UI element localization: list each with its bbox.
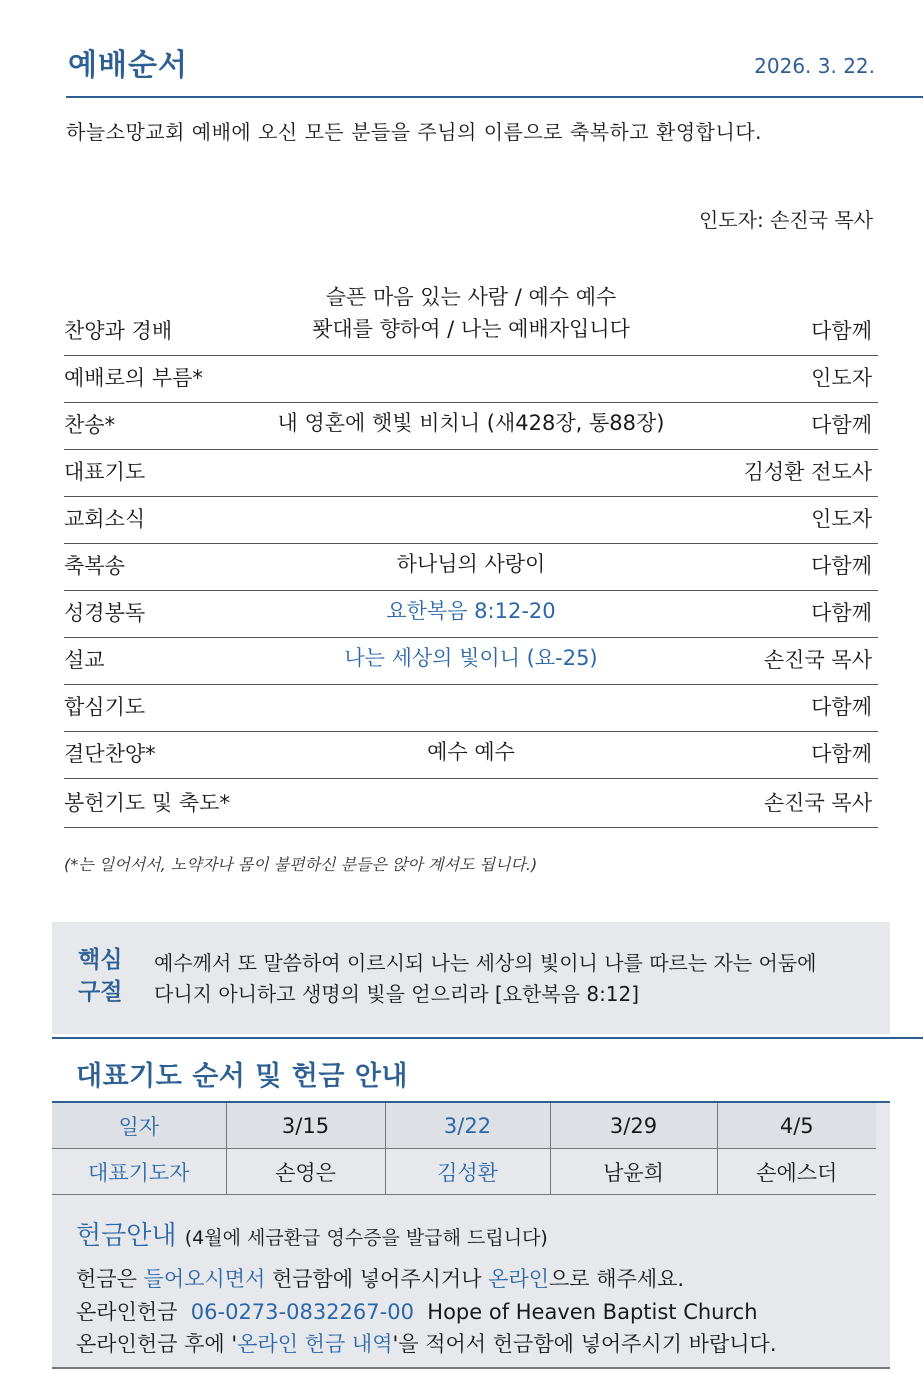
order-by: 다함께 xyxy=(811,413,872,437)
order-by: 다함께 xyxy=(811,695,872,719)
order-detail: 내 영혼에 햇빛 비치니 (새428장, 통88장) xyxy=(277,411,665,435)
order-item: 설교 xyxy=(64,648,105,672)
order-row xyxy=(64,280,878,356)
table-cell-current: 김성환 xyxy=(385,1149,550,1195)
order-item: 합심기도 xyxy=(64,695,146,719)
page-title: 예배순서 xyxy=(68,48,188,83)
key-verse-line: 예수께서 또 말씀하여 이르시되 나는 세상의 빛이니 나를 따르는 자는 어둠에 xyxy=(154,951,817,975)
offering-line xyxy=(76,1263,684,1293)
offering-subtitle: (4월에 세금환급 영수증을 발급해 드립니다) xyxy=(184,1227,548,1249)
order-row xyxy=(64,450,878,497)
order-item: 성경봉독 xyxy=(64,601,146,625)
offering-line xyxy=(76,1328,777,1358)
key-verse-box xyxy=(52,922,890,1034)
scripture-reading-link[interactable]: 요한복음 8:12-20 xyxy=(386,599,556,623)
order-detail: 하나님의 사랑이 xyxy=(396,552,546,576)
order-by: 다함께 xyxy=(811,554,872,578)
order-row xyxy=(64,779,878,828)
order-detail xyxy=(182,281,760,345)
table-row xyxy=(52,1103,876,1149)
table-cell: 3/29 xyxy=(550,1103,717,1149)
offering-text: 헌금함에 넣어주시거나 xyxy=(265,1267,489,1291)
order-by: 인도자 xyxy=(811,366,872,390)
table-cell-current: 3/22 xyxy=(385,1103,550,1149)
table-cell: 손에스더 xyxy=(717,1149,876,1195)
order-row xyxy=(64,497,878,544)
table-cell: 남윤희 xyxy=(550,1149,717,1195)
order-by: 손진국 목사 xyxy=(763,648,872,672)
order-row xyxy=(64,544,878,591)
order-row xyxy=(64,685,878,732)
table-header-cell: 일자 xyxy=(52,1103,226,1149)
welcome-message: 하늘소망교회 예배에 오신 모든 분들을 주님의 이름으로 축복하고 환영합니다. xyxy=(66,120,762,144)
section-divider xyxy=(52,1037,923,1039)
order-detail: 예수 예수 xyxy=(427,740,515,764)
worship-order-list xyxy=(64,280,878,828)
order-row xyxy=(64,403,878,450)
header-divider xyxy=(66,96,923,98)
order-by: 다함께 xyxy=(811,742,872,766)
order-by: 손진국 목사 xyxy=(763,791,872,815)
prayer-schedule-table xyxy=(52,1103,876,1195)
standing-note: (*는 일어서서, 노약자나 몸이 불편하신 분들은 앉아 계셔도 됩니다.) xyxy=(64,855,538,874)
schedule-offering-panel xyxy=(52,1101,890,1369)
table-row xyxy=(52,1149,876,1195)
key-verse-label xyxy=(78,944,128,1008)
order-by: 다함께 xyxy=(811,319,872,343)
offering-title-text: 헌금안내 xyxy=(76,1221,177,1251)
order-row xyxy=(64,356,878,403)
order-item: 찬양과 경배 xyxy=(64,319,173,343)
order-by: 인도자 xyxy=(811,507,872,531)
key-verse-line: 다니지 아니하고 생명의 빛을 얻으리라 [요한복음 8:12] xyxy=(154,982,640,1006)
key-verse-text xyxy=(154,948,884,1010)
order-item: 찬송* xyxy=(64,413,116,437)
order-item: 예배로의 부름* xyxy=(64,366,203,390)
sermon-title-link[interactable]: 나는 세상의 빛이니 (요-25) xyxy=(344,646,598,670)
order-by: 김성환 전도사 xyxy=(743,460,872,484)
offering-text: 헌금은 xyxy=(76,1267,144,1291)
order-item: 대표기도 xyxy=(64,460,146,484)
offering-text: 으로 해주세요. xyxy=(549,1267,685,1291)
table-header-cell: 대표기도자 xyxy=(52,1149,226,1195)
offering-text: 온라인헌금 후에 ' xyxy=(76,1332,238,1356)
offering-highlight: 온라인 헌금 내역 xyxy=(237,1332,393,1356)
schedule-section-title: 대표기도 순서 및 헌금 안내 xyxy=(76,1061,409,1092)
account-holder: Hope of Heaven Baptist Church xyxy=(413,1300,758,1324)
key-verse-label-line: 구절 xyxy=(78,979,123,1005)
bank-account-number[interactable]: 06-0273-0832267-00 xyxy=(190,1300,414,1324)
order-detail-line: 슬픈 마음 있는 사람 / 예수 예수 xyxy=(325,285,617,309)
order-row xyxy=(64,638,878,685)
offering-text: 온라인헌금 xyxy=(76,1300,191,1324)
order-item: 교회소식 xyxy=(64,507,146,531)
online-offering-link[interactable]: 온라인 xyxy=(488,1267,550,1291)
offering-highlight: 들어오시면서 xyxy=(143,1267,266,1291)
table-cell: 3/15 xyxy=(226,1103,385,1149)
order-detail-line: 퐛대를 향하여 / 나는 예배자입니다 xyxy=(312,317,630,341)
offering-text: '을 적어서 헌금함에 넣어주시기 바랍니다. xyxy=(392,1332,777,1356)
order-item: 축복송 xyxy=(64,554,125,578)
key-verse-label-line: 핵심 xyxy=(78,947,123,973)
order-by: 다함께 xyxy=(811,601,872,625)
service-date: 2026. 3. 22. xyxy=(754,54,875,78)
table-cell: 4/5 xyxy=(717,1103,876,1149)
offering-guide-title xyxy=(76,1215,548,1252)
order-item: 봉헌기도 및 축도* xyxy=(64,791,230,815)
offering-line xyxy=(76,1296,758,1326)
order-item: 결단찬양* xyxy=(64,742,156,766)
order-row xyxy=(64,732,878,779)
order-row xyxy=(64,591,878,638)
service-leader: 인도자: 손진국 목사 xyxy=(698,208,873,232)
table-cell: 손영은 xyxy=(226,1149,385,1195)
